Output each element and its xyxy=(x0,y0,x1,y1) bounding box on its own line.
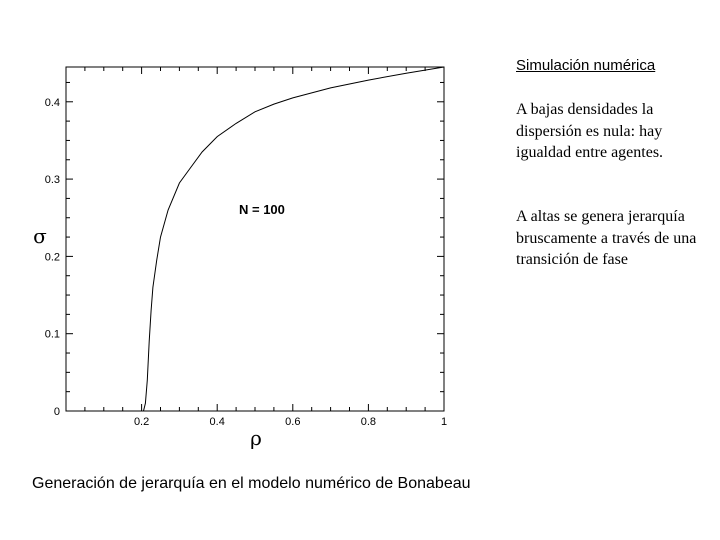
x-tick-label: 0.6 xyxy=(285,416,301,428)
plot-frame xyxy=(66,67,444,411)
x-tick-label: 0.2 xyxy=(133,416,150,428)
y-tick-label: 0.1 xyxy=(44,328,60,341)
annotation-n100: N = 100 xyxy=(239,202,285,217)
x-axis-title: ρ xyxy=(250,426,262,450)
series-line-n100 xyxy=(144,67,445,411)
y-tick-label: 0 xyxy=(53,406,60,418)
y-tick-label: 0.4 xyxy=(44,96,60,109)
y-tick-label: 0.3 xyxy=(44,174,60,187)
figure-caption: Generación de jerarquía en el modelo numérico de Bonabeau xyxy=(32,475,471,492)
sidebar-paragraph-high-density: A altas se genera jerarquía bruscamente a través de una transición de fase xyxy=(516,208,697,268)
sidebar-heading: Simulación numérica xyxy=(516,57,656,74)
y-axis-title: σ xyxy=(33,224,47,248)
x-tick-label: 0.4 xyxy=(209,416,225,428)
sidebar-paragraph-low-density: A bajas densidades la dispersión es nula: hay igualdad entre agentes. xyxy=(516,101,664,161)
x-tick-label: 1 xyxy=(440,416,448,428)
x-tick-label: 0.8 xyxy=(360,416,377,428)
y-tick-label: 0.2 xyxy=(44,251,60,264)
